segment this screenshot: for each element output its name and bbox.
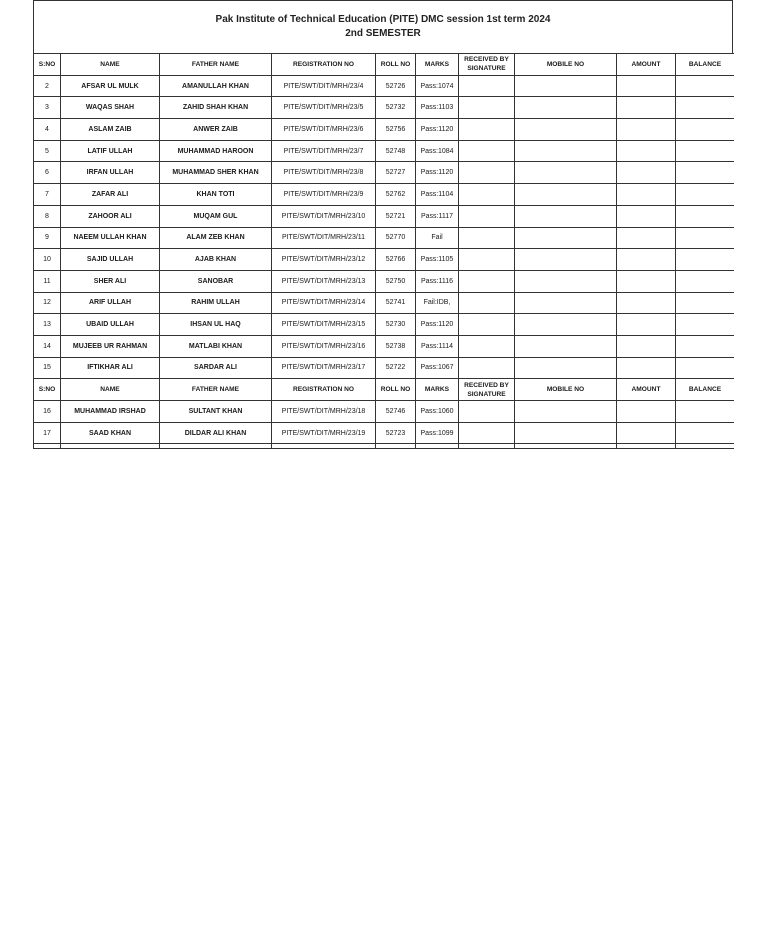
registration-no-cell: PITE/SWT/DIT/MRH/23/12 [272, 249, 376, 271]
name-cell: AFSAR UL MULK [61, 75, 160, 97]
registration-no-cell: PITE/SWT/DIT/MRH/23/9 [272, 184, 376, 206]
father-name-cell: KHAN TOTI [160, 184, 272, 206]
roll-no-header: ROLL NO [376, 379, 416, 401]
registration-no-cell: PITE/SWT/DIT/MRH/23/18 [272, 401, 376, 423]
mobile-no-header: MOBILE NO [515, 379, 617, 401]
balance-header: BALANCE [676, 379, 735, 401]
amount-cell [617, 292, 676, 314]
dmc-table [33, 53, 734, 449]
sheet-title: Pak Institute of Technical Education (PITE) DMC session 1st term 2024 [215, 14, 551, 25]
father-name-cell: ANWER ZAIB [160, 119, 272, 141]
signature-cell [459, 97, 515, 119]
received-signature-header: RECEIVED BY SIGNATURE [459, 379, 515, 401]
amount-cell [617, 249, 676, 271]
table-header-row [34, 54, 735, 76]
name-cell: SAJID ULLAH [61, 249, 160, 271]
table-row [34, 335, 735, 357]
roll-no-cell: 52746 [376, 401, 416, 423]
balance-cell [676, 75, 735, 97]
marks-cell: Pass:1114 [416, 335, 459, 357]
balance-cell [676, 292, 735, 314]
name-cell: MUJEEB UR RAHMAN [61, 335, 160, 357]
registration-no-header: REGISTRATION NO [272, 379, 376, 401]
balance-cell [676, 140, 735, 162]
name-cell: ASLAM ZAIB [61, 119, 160, 141]
name-cell: LATIF ULLAH [61, 140, 160, 162]
roll-no-cell: 52721 [376, 205, 416, 227]
mobile-no-cell [515, 335, 617, 357]
sno-header: S:NO [34, 379, 61, 401]
sno-cell: 10 [34, 249, 61, 271]
name-cell: ZAHOOR ALI [61, 205, 160, 227]
mobile-no-cell [515, 249, 617, 271]
registration-no-cell: PITE/SWT/DIT/MRH/23/7 [272, 140, 376, 162]
name-header: NAME [61, 54, 160, 76]
mobile-no-cell [515, 140, 617, 162]
amount-cell [617, 140, 676, 162]
table-row [34, 292, 735, 314]
table-row [34, 75, 735, 97]
empty-cell [272, 444, 376, 449]
registration-no-cell: PITE/SWT/DIT/MRH/23/17 [272, 357, 376, 379]
registration-no-cell: PITE/SWT/DIT/MRH/23/5 [272, 97, 376, 119]
sno-cell: 15 [34, 357, 61, 379]
sno-cell: 8 [34, 205, 61, 227]
name-cell: ZAFAR ALI [61, 184, 160, 206]
marks-cell: Pass:1067 [416, 357, 459, 379]
sno-cell: 3 [34, 97, 61, 119]
father-name-cell: SULTANT KHAN [160, 401, 272, 423]
roll-no-cell: 52756 [376, 119, 416, 141]
marks-cell: Pass:1120 [416, 162, 459, 184]
dmc-sheet [33, 0, 734, 465]
sno-cell: 7 [34, 184, 61, 206]
registration-no-cell: PITE/SWT/DIT/MRH/23/4 [272, 75, 376, 97]
father-name-cell: RAHIM ULLAH [160, 292, 272, 314]
balance-cell [676, 357, 735, 379]
roll-no-cell: 52730 [376, 314, 416, 336]
amount-cell [617, 270, 676, 292]
sno-cell: 11 [34, 270, 61, 292]
table-row [34, 314, 735, 336]
signature-cell [459, 227, 515, 249]
received-signature-header: RECEIVED BY SIGNATURE [459, 54, 515, 76]
table-row [34, 422, 735, 444]
empty-cell [515, 444, 617, 449]
balance-cell [676, 314, 735, 336]
father-name-cell: AMANULLAH KHAN [160, 75, 272, 97]
balance-cell [676, 184, 735, 206]
sno-cell: 14 [34, 335, 61, 357]
balance-cell [676, 422, 735, 444]
table-row [34, 140, 735, 162]
roll-no-cell: 52727 [376, 162, 416, 184]
table-header-row [34, 379, 735, 401]
mobile-no-cell [515, 162, 617, 184]
amount-cell [617, 75, 676, 97]
registration-no-cell: PITE/SWT/DIT/MRH/23/10 [272, 205, 376, 227]
sno-header: S:NO [34, 54, 61, 76]
balance-cell [676, 227, 735, 249]
registration-no-cell: PITE/SWT/DIT/MRH/23/14 [272, 292, 376, 314]
sno-cell: 2 [34, 75, 61, 97]
balance-cell [676, 97, 735, 119]
father-name-cell: MATLABI KHAN [160, 335, 272, 357]
table-row [34, 162, 735, 184]
marks-cell: Pass:1084 [416, 140, 459, 162]
signature-cell [459, 140, 515, 162]
amount-cell [617, 314, 676, 336]
mobile-no-cell [515, 97, 617, 119]
mobile-no-cell [515, 357, 617, 379]
signature-cell [459, 357, 515, 379]
registration-no-cell: PITE/SWT/DIT/MRH/23/11 [272, 227, 376, 249]
empty-cell [676, 444, 735, 449]
table-row [34, 249, 735, 271]
sheet-subtitle: 2nd SEMESTER [345, 28, 421, 39]
father-name-cell: IHSAN UL HAQ [160, 314, 272, 336]
mobile-no-cell [515, 119, 617, 141]
mobile-no-cell [515, 292, 617, 314]
amount-header: AMOUNT [617, 54, 676, 76]
registration-no-cell: PITE/SWT/DIT/MRH/23/19 [272, 422, 376, 444]
name-cell: WAQAS SHAH [61, 97, 160, 119]
marks-cell: Pass:1117 [416, 205, 459, 227]
mobile-no-cell [515, 270, 617, 292]
registration-no-cell: PITE/SWT/DIT/MRH/23/8 [272, 162, 376, 184]
roll-no-cell: 52726 [376, 75, 416, 97]
father-name-cell: ALAM ZEB KHAN [160, 227, 272, 249]
amount-cell [617, 335, 676, 357]
name-header: NAME [61, 379, 160, 401]
marks-cell: Fail [416, 227, 459, 249]
marks-cell: Pass:1099 [416, 422, 459, 444]
roll-no-cell: 52750 [376, 270, 416, 292]
table-row [34, 205, 735, 227]
balance-cell [676, 249, 735, 271]
roll-no-cell: 52770 [376, 227, 416, 249]
mobile-no-cell [515, 422, 617, 444]
father-name-header: FATHER NAME [160, 54, 272, 76]
balance-cell [676, 205, 735, 227]
roll-no-cell: 52723 [376, 422, 416, 444]
mobile-no-cell [515, 401, 617, 423]
sno-cell: 13 [34, 314, 61, 336]
father-name-header: FATHER NAME [160, 379, 272, 401]
sno-cell: 12 [34, 292, 61, 314]
father-name-cell: MUHAMMAD SHER KHAN [160, 162, 272, 184]
marks-cell: Pass:1120 [416, 119, 459, 141]
father-name-cell: ZAHID SHAH KHAN [160, 97, 272, 119]
signature-cell [459, 422, 515, 444]
marks-cell: Pass:1103 [416, 97, 459, 119]
marks-cell: Pass:1104 [416, 184, 459, 206]
balance-cell [676, 401, 735, 423]
signature-cell [459, 184, 515, 206]
marks-header: MARKS [416, 379, 459, 401]
empty-cell [416, 444, 459, 449]
mobile-no-cell [515, 205, 617, 227]
signature-cell [459, 75, 515, 97]
signature-cell [459, 401, 515, 423]
mobile-no-header: MOBILE NO [515, 54, 617, 76]
sno-cell: 6 [34, 162, 61, 184]
roll-no-cell: 52732 [376, 97, 416, 119]
registration-no-cell: PITE/SWT/DIT/MRH/23/6 [272, 119, 376, 141]
balance-cell [676, 335, 735, 357]
signature-cell [459, 314, 515, 336]
empty-cell [34, 444, 61, 449]
balance-cell [676, 270, 735, 292]
roll-no-cell: 52762 [376, 184, 416, 206]
roll-no-cell: 52741 [376, 292, 416, 314]
amount-cell [617, 401, 676, 423]
mobile-no-cell [515, 75, 617, 97]
signature-cell [459, 335, 515, 357]
father-name-cell: MUHAMMAD HAROON [160, 140, 272, 162]
signature-cell [459, 205, 515, 227]
father-name-cell: SARDAR ALI [160, 357, 272, 379]
name-cell: IRFAN ULLAH [61, 162, 160, 184]
roll-no-cell: 52748 [376, 140, 416, 162]
signature-cell [459, 119, 515, 141]
registration-no-cell: PITE/SWT/DIT/MRH/23/15 [272, 314, 376, 336]
balance-cell [676, 119, 735, 141]
table-row [34, 97, 735, 119]
father-name-cell: DILDAR ALI KHAN [160, 422, 272, 444]
sno-cell: 17 [34, 422, 61, 444]
table-row [34, 184, 735, 206]
amount-cell [617, 205, 676, 227]
amount-cell [617, 97, 676, 119]
name-cell: UBAID ULLAH [61, 314, 160, 336]
empty-cell [459, 444, 515, 449]
registration-no-cell: PITE/SWT/DIT/MRH/23/13 [272, 270, 376, 292]
marks-cell: Pass:1105 [416, 249, 459, 271]
amount-cell [617, 357, 676, 379]
signature-cell [459, 162, 515, 184]
marks-cell: Pass:1074 [416, 75, 459, 97]
marks-header: MARKS [416, 54, 459, 76]
signature-cell [459, 249, 515, 271]
father-name-cell: AJAB KHAN [160, 249, 272, 271]
balance-header: BALANCE [676, 54, 735, 76]
roll-no-cell: 52738 [376, 335, 416, 357]
name-cell: SAAD KHAN [61, 422, 160, 444]
mobile-no-cell [515, 314, 617, 336]
roll-no-header: ROLL NO [376, 54, 416, 76]
table-row [34, 357, 735, 379]
amount-cell [617, 227, 676, 249]
table-row-cutoff [34, 444, 735, 449]
roll-no-cell: 52766 [376, 249, 416, 271]
father-name-cell: MUQAM GUL [160, 205, 272, 227]
table-row [34, 401, 735, 423]
sno-cell: 5 [34, 140, 61, 162]
sno-cell: 16 [34, 401, 61, 423]
name-cell: MUHAMMAD IRSHAD [61, 401, 160, 423]
table-row [34, 270, 735, 292]
name-cell: NAEEM ULLAH KHAN [61, 227, 160, 249]
signature-cell [459, 270, 515, 292]
sheet-title-box [33, 0, 733, 53]
amount-cell [617, 162, 676, 184]
table-row [34, 119, 735, 141]
name-cell: SHER ALI [61, 270, 160, 292]
sno-cell: 9 [34, 227, 61, 249]
marks-cell: Pass:1060 [416, 401, 459, 423]
marks-cell: Pass:1120 [416, 314, 459, 336]
registration-no-cell: PITE/SWT/DIT/MRH/23/16 [272, 335, 376, 357]
registration-no-header: REGISTRATION NO [272, 54, 376, 76]
marks-cell: Fail:IDB, [416, 292, 459, 314]
marks-cell: Pass:1116 [416, 270, 459, 292]
empty-cell [61, 444, 160, 449]
amount-cell [617, 119, 676, 141]
empty-cell [376, 444, 416, 449]
signature-cell [459, 292, 515, 314]
sno-cell: 4 [34, 119, 61, 141]
empty-cell [617, 444, 676, 449]
table-row [34, 227, 735, 249]
mobile-no-cell [515, 227, 617, 249]
balance-cell [676, 162, 735, 184]
name-cell: IFTIKHAR ALI [61, 357, 160, 379]
name-cell: ARIF ULLAH [61, 292, 160, 314]
amount-cell [617, 422, 676, 444]
amount-cell [617, 184, 676, 206]
roll-no-cell: 52722 [376, 357, 416, 379]
father-name-cell: SANOBAR [160, 270, 272, 292]
mobile-no-cell [515, 184, 617, 206]
amount-header: AMOUNT [617, 379, 676, 401]
empty-cell [160, 444, 272, 449]
